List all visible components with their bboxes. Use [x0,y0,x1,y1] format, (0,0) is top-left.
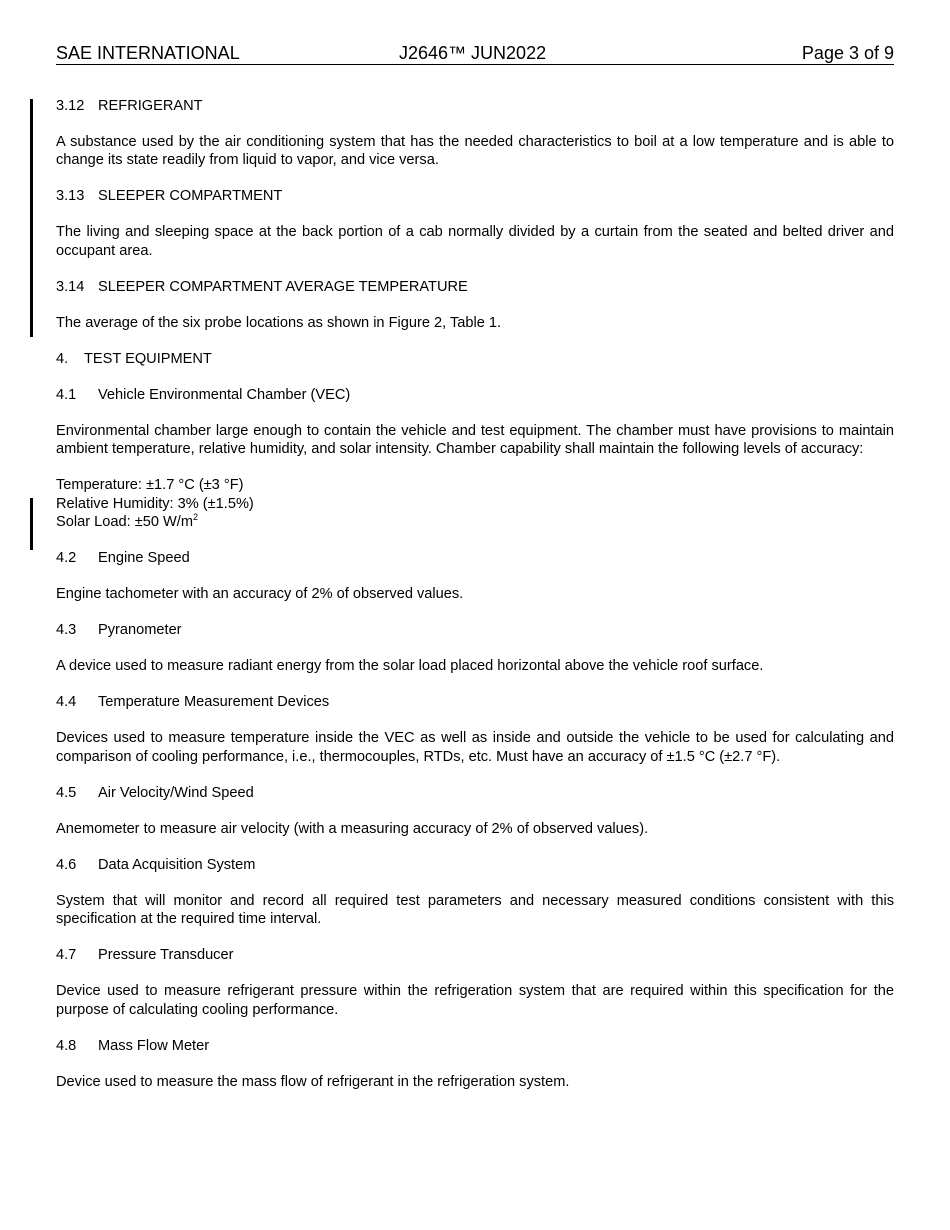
accuracy-list [56,476,894,531]
section-title: Engine Speed [98,550,190,567]
section-number: 4.6 [56,857,77,874]
section-paragraph: Devices used to measure temperature inside the VEC as well as inside and outside the vehicle to be used for calculating and comparison of cooling performance, i.e., thermocouples, RTDs, etc. Must have an accuracy of ±1.5 °C (±2.7 °F). [56,730,894,765]
document-body [56,97,894,1091]
section-title: Vehicle Environmental Chamber (VEC) [98,387,351,404]
page-header [56,42,894,65]
section-title: TEST EQUIPMENT [84,351,212,368]
section-number: 4.5 [56,784,77,801]
header-organization: SAE INTERNATIONAL [56,43,240,63]
section-paragraph: Environmental chamber large enough to contain the vehicle and test equipment. The chamber must have provisions to maintain ambient temperature, relative humidity, and solar intensity. Chamber capability shall maintain the following levels of accuracy: [56,423,894,458]
section-number: 3.12 [56,98,85,114]
section-paragraph: The living and sleeping space at the back portion of a cab normally divided by a curtain from the seated and belted driver and occupant area. [56,224,894,259]
section-number: 4. [56,351,69,368]
section-number: 4.7 [56,947,77,964]
revision-change-bar [30,99,33,337]
header-document-id: J2646™ JUN2022 [399,43,547,63]
section-number: 4.4 [56,694,77,711]
section-paragraph: A substance used by the air conditioning system that has the needed characteristics to boil at a low temperature and is able to change its state readily from liquid to vapor, and vice versa. [56,134,894,169]
accuracy-humidity: Relative Humidity: 3% (±1.5%) [56,495,254,512]
section-title: REFRIGERANT [98,98,203,114]
accuracy-solar-text: Solar Load: ±50 W/m [56,513,193,530]
section-paragraph: A device used to measure radiant energy from the solar load placed horizontal above the vehicle roof surface. [56,658,764,675]
section-number: 3.14 [56,278,85,295]
section-paragraph: Anemometer to measure air velocity (with a measuring accuracy of 2% of observed values). [56,820,649,837]
section-heading [56,549,894,567]
section-title: SLEEPER COMPARTMENT AVERAGE TEMPERATURE [98,278,468,295]
accuracy-solar-superscript: 2 [192,511,198,522]
section-number: 4.8 [56,1037,77,1054]
section-number: 4.2 [56,550,77,567]
section-heading [56,386,894,404]
header-page-number: Page 3 of 9 [801,43,894,63]
section-title: Data Acquisition System [98,857,256,874]
section-heading [56,97,894,115]
section-heading [56,946,894,964]
revision-change-bar [30,498,33,550]
section-heading [56,856,894,874]
section-title: Pyranometer [98,622,182,639]
section-number: 3.13 [56,188,85,205]
section-paragraph: The average of the six probe locations as shown in Figure 2, Table 1. [56,314,502,331]
section-title: SLEEPER COMPARTMENT [98,188,283,205]
section-heading [56,1037,894,1055]
section-title: Mass Flow Meter [98,1037,210,1054]
section-number: 4.3 [56,622,77,639]
section-paragraph: Device used to measure the mass flow of refrigerant in the refrigeration system. [56,1073,570,1090]
section-paragraph: System that will monitor and record all required test parameters and necessary measured conditions consistent with this specification at the required time interval. [56,893,894,928]
section-heading [56,784,894,802]
accuracy-solar [56,513,894,531]
accuracy-temperature: Temperature: ±1.7 °C (±3 °F) [56,477,244,494]
section-title: Pressure Transducer [98,947,234,964]
section-heading [56,187,894,205]
section-heading [56,350,894,368]
section-title: Temperature Measurement Devices [98,694,330,711]
section-number: 4.1 [56,387,77,404]
section-title: Air Velocity/Wind Speed [98,784,254,801]
section-paragraph: Device used to measure refrigerant pressure within the refrigeration system that are required within this specification for the purpose of calculating cooling performance. [56,983,894,1018]
section-paragraph: Engine tachometer with an accuracy of 2% of observed values. [56,586,464,603]
section-heading [56,621,894,639]
section-heading [56,278,894,296]
section-heading [56,693,894,711]
